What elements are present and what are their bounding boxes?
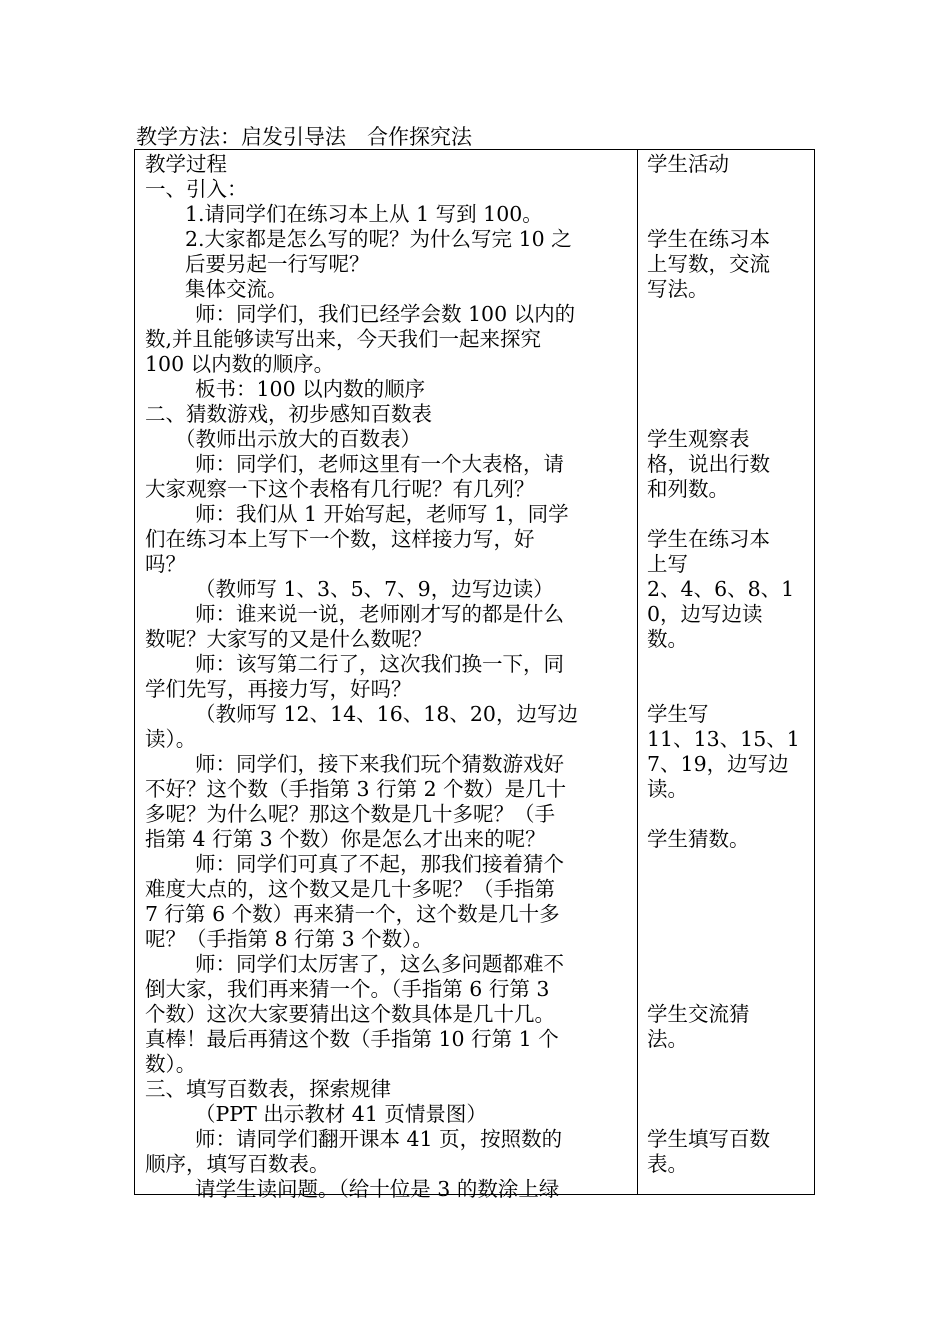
lesson-table — [134, 149, 815, 1201]
student-activity-line: 学生观察表 — [647, 427, 750, 451]
teaching-process-line: 数,并且能够读写出来，今天我们一起来探究 — [145, 327, 542, 351]
teaching-process-line: 100 以内数的顺序。 — [145, 352, 335, 376]
teaching-process-line: （教师写 1、3、5、7、9，边写边读） — [195, 577, 554, 601]
teaching-process-line: 真棒！最后再猜这个数（手指第 10 行第 1 个 — [145, 1027, 559, 1051]
teaching-process-line: 7 行第 6 个数）再来猜一个，这个数是几十多 — [145, 902, 560, 926]
student-activity-line: 学生在练习本 — [647, 527, 770, 551]
teaching-process-line: 请学生读问题。（给十位是 3 的数涂上绿 — [195, 1177, 560, 1201]
teaching-process-line: 2.大家都是怎么写的呢？为什么写完 10 之 — [185, 227, 572, 251]
column-divider — [637, 150, 638, 1194]
student-activity-line: 7、19，边写边 — [647, 752, 789, 776]
teaching-process-line: （PPT 出示教材 41 页情景图） — [195, 1102, 487, 1126]
teaching-process-line: 呢？（手指第 8 行第 3 个数）。 — [145, 927, 433, 951]
student-activity-line: 格，说出行数 — [647, 452, 770, 476]
teaching-process-line: 集体交流。 — [185, 277, 288, 301]
teaching-process-line: （教师出示放大的百数表） — [175, 427, 421, 451]
teaching-process-line: 们在练习本上写下一个数，这样接力写，好 — [145, 527, 535, 551]
teaching-process-line: 难度大点的，这个数又是几十多呢？（手指第 — [145, 877, 555, 901]
teaching-process-line: 师：请同学们翻开课本 41 页，按照数的 — [195, 1127, 563, 1151]
student-activity-line: 读。 — [647, 777, 688, 801]
teaching-process-line: 后要另起一行写呢？ — [185, 252, 370, 276]
student-activity-line: 学生填写百数 — [647, 1127, 770, 1151]
teaching-process-line: 师：同学们，老师这里有一个大表格，请 — [195, 452, 564, 476]
teaching-process-line: 大家观察一下这个表格有几行呢？有几列？ — [145, 477, 535, 501]
student-activity-line: 表。 — [647, 1152, 688, 1176]
teaching-process-line: 数）。 — [145, 1052, 197, 1076]
student-activity-line: 和列数。 — [647, 477, 729, 501]
teaching-process-line: （教师写 12、14、16、18、20，边写边 — [195, 702, 578, 726]
teaching-process-line: 师：同学们可真了不起，那我们接着猜个 — [195, 852, 564, 876]
teaching-process-line: 师：该写第二行了，这次我们换一下，同 — [195, 652, 564, 676]
teaching-process-line: 师：我们从 1 开始写起，老师写 1，同学 — [195, 502, 569, 526]
teaching-process-line: 1.请同学们在练习本上从 1 写到 100。 — [185, 202, 543, 226]
teaching-process-line: 师：同学们，接下来我们玩个猜数游戏好 — [195, 752, 564, 776]
student-activity-line: 学生交流猜 — [647, 1002, 750, 1026]
student-activity-line: 数。 — [647, 627, 688, 651]
student-activity-line: 写法。 — [647, 277, 709, 301]
teaching-process-line: 倒大家，我们再来猜一个。（手指第 6 行第 3 — [145, 977, 550, 1001]
teaching-process-line: 三、填写百数表，探索规律 — [145, 1077, 391, 1101]
teaching-process-line: 指第 4 行第 3 个数）你是怎么才出来的呢？ — [145, 827, 546, 851]
student-activity-line: 上写数，交流 — [647, 252, 770, 276]
teaching-process-line: 师：同学们太厉害了，这么多问题都难不 — [195, 952, 564, 976]
student-activity-line: 2、4、6、8、1 — [647, 577, 795, 601]
student-activity-line: 学生在练习本 — [647, 227, 770, 251]
teaching-process-line: 顺序，填写百数表。 — [145, 1152, 330, 1176]
student-activity-line: 学生猜数。 — [647, 827, 750, 851]
student-activity-line: 法。 — [647, 1027, 688, 1051]
teaching-process-line: 不好？这个数（手指第 3 行第 2 个数）是几十 — [145, 777, 567, 801]
student-activity-line: 上写 — [647, 552, 688, 576]
teaching-process-line: 学们先写，再接力写，好吗？ — [145, 677, 412, 701]
teaching-process-line: 二、猜数游戏，初步感知百数表 — [145, 402, 432, 426]
teaching-method-line: 教学方法：启发引导法 合作探究法 — [136, 125, 472, 149]
teaching-process-line: 个数）这次大家要猜出这个数具体是几十几。 — [145, 1002, 555, 1026]
student-activity-line: 学生写 — [647, 702, 709, 726]
teaching-process-line: 多呢？为什么呢？那这个数是几十多呢？（手 — [145, 802, 555, 826]
teaching-process-line: 师：同学们，我们已经学会数 100 以内的 — [195, 302, 576, 326]
teaching-process-line: 师：谁来说一说，老师刚才写的都是什么 — [195, 602, 564, 626]
student-activity-line: 学生活动 — [647, 152, 729, 176]
teaching-process-line: 一、引入： — [145, 177, 248, 201]
student-activity-line: 0，边写边读 — [647, 602, 763, 626]
teaching-process-line: 板书：100 以内数的顺序 — [195, 377, 426, 401]
teaching-process-line: 数呢？大家写的又是什么数呢？ — [145, 627, 432, 651]
teaching-process-line: 教学过程 — [145, 152, 227, 176]
teaching-process-line: 吗？ — [145, 552, 186, 576]
teaching-process-line: 读）。 — [145, 727, 197, 751]
student-activity-line: 11、13、15、1 — [647, 727, 800, 751]
